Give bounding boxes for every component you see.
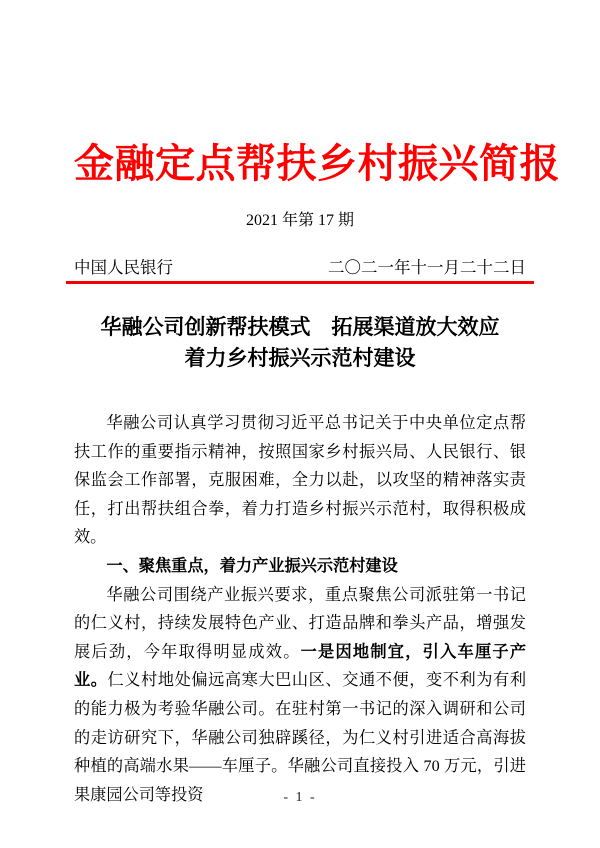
masthead	[74, 136, 560, 284]
article-title-line2: 着力乡村振兴示范村建设	[184, 346, 416, 370]
article-title-line1: 华融公司创新帮扶模式 拓展渠道放大效应	[100, 315, 500, 339]
issuing-organization: 中国人民银行	[74, 258, 173, 277]
intro-paragraph: 华融公司认真学习贯彻习近平总书记关于中央单位定点帮扶工作的重要指示精神，按照国家乡村振兴局、人民银行、银保监会工作部署，克服困难，全力以赴，以攻坚的精神落实责任，打出帮扶组合拳，着力打造乡村振兴示范村，取得积极成效。	[74, 414, 526, 547]
issue-number: 2021 年第 17 期	[245, 212, 354, 229]
section-heading-1: 一、聚焦重点，着力产业振兴示范村建设	[106, 556, 398, 575]
issue-date: 二〇二一年十一月二十二日	[328, 258, 526, 277]
section-paragraph	[74, 581, 526, 810]
masthead-divider	[66, 281, 534, 284]
section-paragraph-rest: 仁义村地处偏远高寒大巴山区、交通不便，变不利为有利的能力极为考验华融公司。在驻村第一书记的深入调研和公司的走访研究下，华融公司独辟蹊径，为仁义村引进适合高海拔种植的高端水果——车厘子。华融公司直接投入 70 万元，引进果康园公司等投资	[74, 671, 527, 804]
section-paragraph-lead: 华融公司围绕产业振兴要求，重点聚焦公司派驻第一书记的仁义村，持续发展特色产业、打造品牌和拳头产品，增强发展后劲，今年取得明显成效。	[74, 585, 526, 661]
masthead-info-row	[74, 255, 526, 281]
article-body	[74, 312, 526, 809]
section-paragraph-emphasis: 一是因地制宜，引入车厘子产业。	[74, 642, 527, 690]
article-text	[74, 409, 526, 809]
page-number: - 1 -	[283, 790, 317, 805]
masthead-title: 金融定点帮扶乡村振兴简报	[74, 141, 560, 186]
article-title	[74, 312, 526, 374]
